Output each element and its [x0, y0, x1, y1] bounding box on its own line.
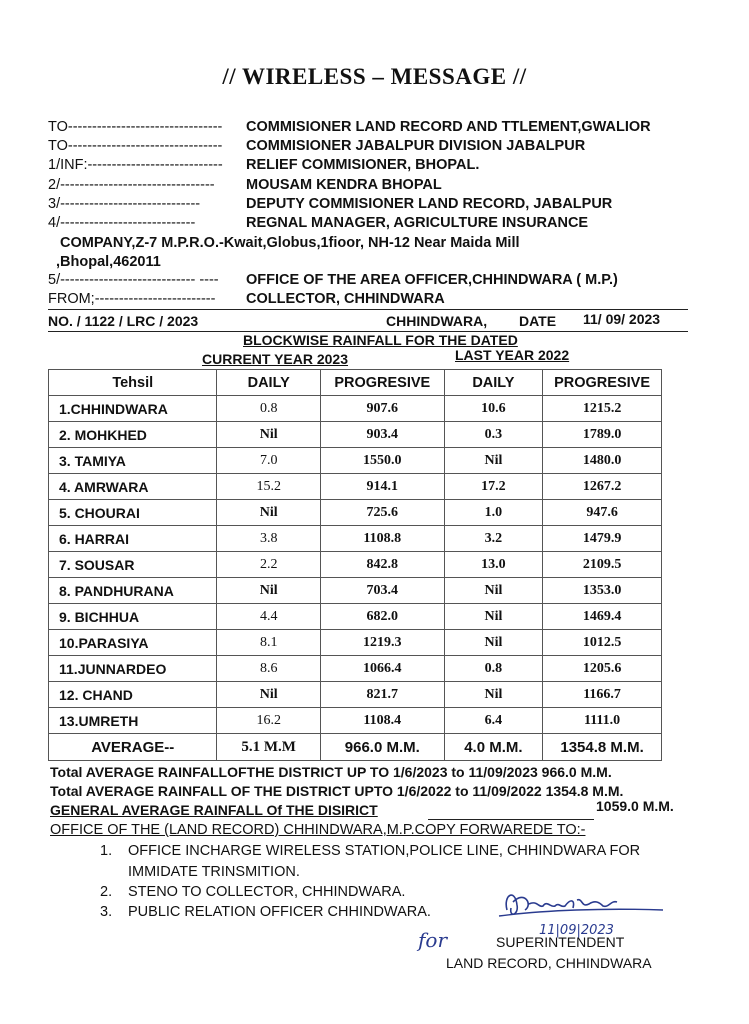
daily-cell: 13.0: [444, 552, 542, 578]
copy-list-text: PUBLIC RELATION OFFICER CHHINDWARA.: [128, 904, 431, 920]
copy-list-text: OFFICE INCHARGE WIRELESS STATION,POLICE LINE, CHHINDWARA FOR: [128, 843, 641, 859]
addressee-value: MOUSAM KENDRA BHOPAL: [246, 177, 442, 193]
table-row: [49, 448, 662, 474]
tehsil-cell: 1.CHHINDWARA: [49, 396, 217, 422]
addressee-value: OFFICE OF THE AREA OFFICER,CHHINDWARA ( M.P.): [246, 272, 618, 288]
daily-cell: 17.2: [444, 474, 542, 500]
progressive-cell: 682.0: [320, 604, 444, 630]
signatory-for: for: [418, 928, 448, 952]
last-year-label: LAST YEAR 2022: [455, 347, 570, 363]
average-daily: 4.0 M.M.: [444, 734, 542, 761]
addressee-label: 5/---------------------------- ----: [48, 272, 219, 288]
table-row: [49, 630, 662, 656]
progressive-cell: 903.4: [320, 422, 444, 448]
copy-list-item: [100, 904, 431, 920]
addressee-value: COMMISIONER JABALPUR DIVISION JABALPUR: [246, 138, 586, 154]
date-value: 11/ 09/ 2023: [583, 311, 661, 327]
daily-cell: 2.2: [217, 552, 320, 578]
table-row: [49, 604, 662, 630]
tehsil-cell: 13.UMRETH: [49, 708, 217, 734]
table-row: [49, 526, 662, 552]
tehsil-cell: 4. AMRWARA: [49, 474, 217, 500]
progressive-cell: 1480.0: [543, 448, 662, 474]
daily-cell: 0.8: [217, 396, 320, 422]
daily-cell: 1.0: [444, 500, 542, 526]
signature-date: 11|09|2023: [539, 923, 614, 938]
daily-cell: Nil: [217, 500, 320, 526]
progressive-cell: 2109.5: [543, 552, 662, 578]
tehsil-cell: 9. BICHHUA: [49, 604, 217, 630]
progressive-cell: 1205.6: [543, 656, 662, 682]
column-header: PROGRESIVE: [543, 370, 662, 396]
general-average-label: GENERAL AVERAGE RAINFALL Of THE DISIRICT: [50, 802, 378, 818]
average-label: AVERAGE--: [49, 734, 217, 761]
progressive-cell: 1111.0: [543, 708, 662, 734]
copy-list-number: 3.: [100, 904, 113, 920]
table-title: BLOCKWISE RAINFALL FOR THE DATED: [243, 332, 518, 348]
total-average-2022: Total AVERAGE RAINFALL OF THE DISTRICT UPTO 1/6/2022 to 11/09/2022 1354.8 M.M.: [50, 783, 624, 799]
address-continuation-text: ,Bhopal,462011: [56, 254, 161, 270]
daily-cell: 4.4: [217, 604, 320, 630]
table-header-row: [49, 370, 662, 396]
signatory-office: LAND RECORD, CHHINDWARA: [446, 955, 652, 971]
daily-cell: 15.2: [217, 474, 320, 500]
tehsil-cell: 8. PANDHURANA: [49, 578, 217, 604]
daily-cell: Nil: [444, 630, 542, 656]
tehsil-cell: 2. MOHKHED: [49, 422, 217, 448]
table-row: [49, 500, 662, 526]
progressive-cell: 821.7: [320, 682, 444, 708]
progressive-cell: 907.6: [320, 396, 444, 422]
daily-cell: 6.4: [444, 708, 542, 734]
progressive-cell: 1066.4: [320, 656, 444, 682]
table-row: [49, 708, 662, 734]
copy-list-text: STENO TO COLLECTOR, CHHINDWARA.: [128, 884, 406, 900]
progressive-cell: 1215.2: [543, 396, 662, 422]
table-row: [49, 396, 662, 422]
copy-list-item: [128, 864, 300, 880]
column-header: DAILY: [444, 370, 542, 396]
progressive-cell: 725.6: [320, 500, 444, 526]
tehsil-cell: 6. HARRAI: [49, 526, 217, 552]
daily-cell: 3.8: [217, 526, 320, 552]
addressee-label: TO--------------------------------: [48, 119, 223, 135]
addressee-value: REGNAL MANAGER, AGRICULTURE INSURANCE: [246, 215, 589, 231]
tehsil-cell: 12. CHAND: [49, 682, 217, 708]
progressive-cell: 1219.3: [320, 630, 444, 656]
tehsil-cell: 5. CHOURAI: [49, 500, 217, 526]
progressive-cell: 1469.4: [543, 604, 662, 630]
addressee-value: DEPUTY COMMISIONER LAND RECORD, JABALPUR: [246, 196, 613, 212]
addressee-label: 2/--------------------------------: [48, 177, 215, 193]
progressive-cell: 1108.4: [320, 708, 444, 734]
date-label: DATE: [519, 313, 557, 329]
tehsil-cell: 10.PARASIYA: [49, 630, 217, 656]
progressive-cell: 703.4: [320, 578, 444, 604]
average-progressive: 1354.8 M.M.: [543, 734, 662, 761]
daily-cell: 7.0: [217, 448, 320, 474]
daily-cell: 16.2: [217, 708, 320, 734]
copy-forwarded-line: OFFICE OF THE (LAND RECORD) CHHINDWARA,M.P.COPY FORWAREDE TO:-: [50, 822, 586, 838]
reference-number: NO. / 1122 / LRC / 2023: [48, 313, 199, 329]
general-average-underline: [428, 819, 594, 820]
addressee-label: TO--------------------------------: [48, 138, 223, 154]
daily-cell: 0.3: [444, 422, 542, 448]
table-row: [49, 552, 662, 578]
table-row: [49, 578, 662, 604]
rainfall-table: [48, 369, 662, 761]
daily-cell: 10.6: [444, 396, 542, 422]
column-header: PROGRESIVE: [320, 370, 444, 396]
document-title: // WIRELESS – MESSAGE //: [222, 64, 527, 89]
daily-cell: Nil: [444, 604, 542, 630]
average-row: [49, 734, 662, 761]
progressive-cell: 1550.0: [320, 448, 444, 474]
from-value: COLLECTOR, CHHINDWARA: [246, 291, 445, 307]
addressee-value: COMMISIONER LAND RECORD AND TTLEMENT,GWALIOR: [246, 119, 651, 135]
addressee-label: 3/-----------------------------: [48, 196, 201, 212]
handwritten-signature: [495, 880, 675, 940]
table-row: [49, 656, 662, 682]
address-continuation-text: COMPANY,Z-7 M.P.R.O.-Kwait,Globus,1fioor, NH-12 Near Maida Mill: [60, 235, 520, 251]
progressive-cell: 914.1: [320, 474, 444, 500]
progressive-cell: 842.8: [320, 552, 444, 578]
tehsil-cell: 11.JUNNARDEO: [49, 656, 217, 682]
divider: [48, 309, 688, 310]
general-average-value: 1059.0 M.M.: [596, 798, 674, 814]
table-row: [49, 422, 662, 448]
progressive-cell: 1789.0: [543, 422, 662, 448]
place: CHHINDWARA,: [386, 313, 488, 329]
table-row: [49, 474, 662, 500]
copy-list-number: 1.: [100, 843, 113, 859]
tehsil-cell: 3. TAMIYA: [49, 448, 217, 474]
tehsil-cell: 7. SOUSAR: [49, 552, 217, 578]
average-progressive: 966.0 M.M.: [320, 734, 444, 761]
progressive-cell: 947.6: [543, 500, 662, 526]
from-label: FROM;-------------------------: [48, 291, 216, 307]
daily-cell: 8.6: [217, 656, 320, 682]
progressive-cell: 1353.0: [543, 578, 662, 604]
daily-cell: Nil: [217, 682, 320, 708]
copy-list-item: [100, 843, 640, 859]
daily-cell: Nil: [217, 578, 320, 604]
progressive-cell: 1479.9: [543, 526, 662, 552]
column-header: Tehsil: [49, 370, 217, 396]
daily-cell: Nil: [444, 448, 542, 474]
addressee-label: 1/INF:----------------------------: [48, 157, 223, 173]
daily-cell: 0.8: [444, 656, 542, 682]
daily-cell: Nil: [444, 578, 542, 604]
copy-list-item: [100, 884, 405, 900]
average-daily: 5.1 M.M: [217, 734, 320, 761]
progressive-cell: 1267.2: [543, 474, 662, 500]
signatory-title: SUPERINTENDENT: [496, 934, 625, 950]
progressive-cell: 1012.5: [543, 630, 662, 656]
daily-cell: Nil: [217, 422, 320, 448]
addressee-label: 4/----------------------------: [48, 215, 196, 231]
daily-cell: Nil: [444, 682, 542, 708]
total-average-2023: Total AVERAGE RAINFALLOFTHE DISTRICT UP TO 1/6/2023 to 11/09/2023 966.0 M.M.: [50, 764, 612, 780]
table-row: [49, 682, 662, 708]
copy-list-number: 2.: [100, 884, 113, 900]
progressive-cell: 1166.7: [543, 682, 662, 708]
addressee-value: RELIEF COMMISIONER, BHOPAL.: [246, 157, 480, 173]
progressive-cell: 1108.8: [320, 526, 444, 552]
column-header: DAILY: [217, 370, 320, 396]
current-year-label: CURRENT YEAR 2023: [202, 351, 349, 367]
daily-cell: 3.2: [444, 526, 542, 552]
daily-cell: 8.1: [217, 630, 320, 656]
copy-list-text: IMMIDATE TRINSMITION.: [128, 864, 300, 880]
